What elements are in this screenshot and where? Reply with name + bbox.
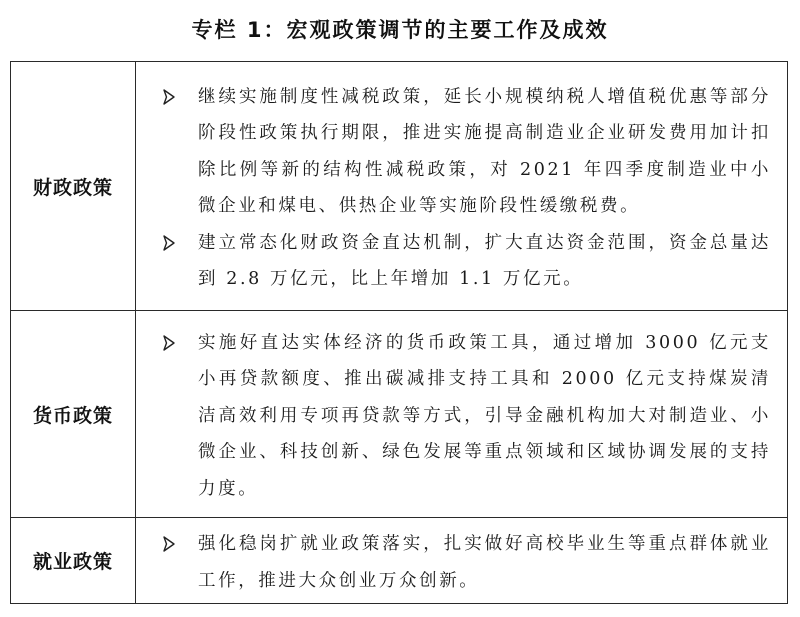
- content-cell: [136, 518, 788, 604]
- hollow-arrow-bullet-icon: [162, 235, 176, 251]
- category-cell: 财政政策: [11, 62, 136, 311]
- table-row: [11, 518, 788, 604]
- table-row: [11, 62, 788, 311]
- category-cell: 货币政策: [11, 311, 136, 518]
- table-row: [11, 311, 788, 518]
- content-cell: [136, 311, 788, 518]
- hollow-arrow-bullet-icon: [162, 335, 176, 351]
- hollow-arrow-bullet-icon: [162, 536, 176, 552]
- item-text: 继续实施制度性减税政策，延长小规模纳税人增值税优惠等部分阶段性政策执行期限，推进实施提高制造业企业研发费用加计扣除比例等新的结构性减税政策，对 2021 年四季度制造业中小微企业和煤电、供热企业等实施阶段性缓缴税费。: [198, 86, 771, 216]
- item-text: 实施好直达实体经济的货币政策工具，通过增加 3000 亿元支小再贷款额度、推出碳减排支持工具和 2000 亿元支持煤炭清洁高效利用专项再贷款等方式，引导金融机构加大对制造业、小微企业、科技创新、绿色发展等重点领域和区域协调发展的支持力度。: [198, 332, 771, 499]
- item-text: 建立常态化财政资金直达机制，扩大直达资金范围，资金总量达到 2.8 万亿元，比上年增加 1.1 万亿元。: [198, 232, 771, 289]
- item-text: 强化稳岗扩就业政策落实，扎实做好高校毕业生等重点群体就业工作，推进大众创业万众创新。: [198, 534, 771, 591]
- hollow-arrow-bullet-icon: [162, 89, 176, 105]
- list-item: [162, 225, 771, 298]
- list-item: [162, 79, 771, 225]
- list-item: [162, 325, 771, 508]
- category-cell: 就业政策: [11, 518, 136, 604]
- list-item: [162, 526, 771, 599]
- table-title: 专栏 1：宏观政策调节的主要工作及成效: [191, 18, 609, 42]
- policy-table: [10, 61, 788, 604]
- content-cell: [136, 62, 788, 311]
